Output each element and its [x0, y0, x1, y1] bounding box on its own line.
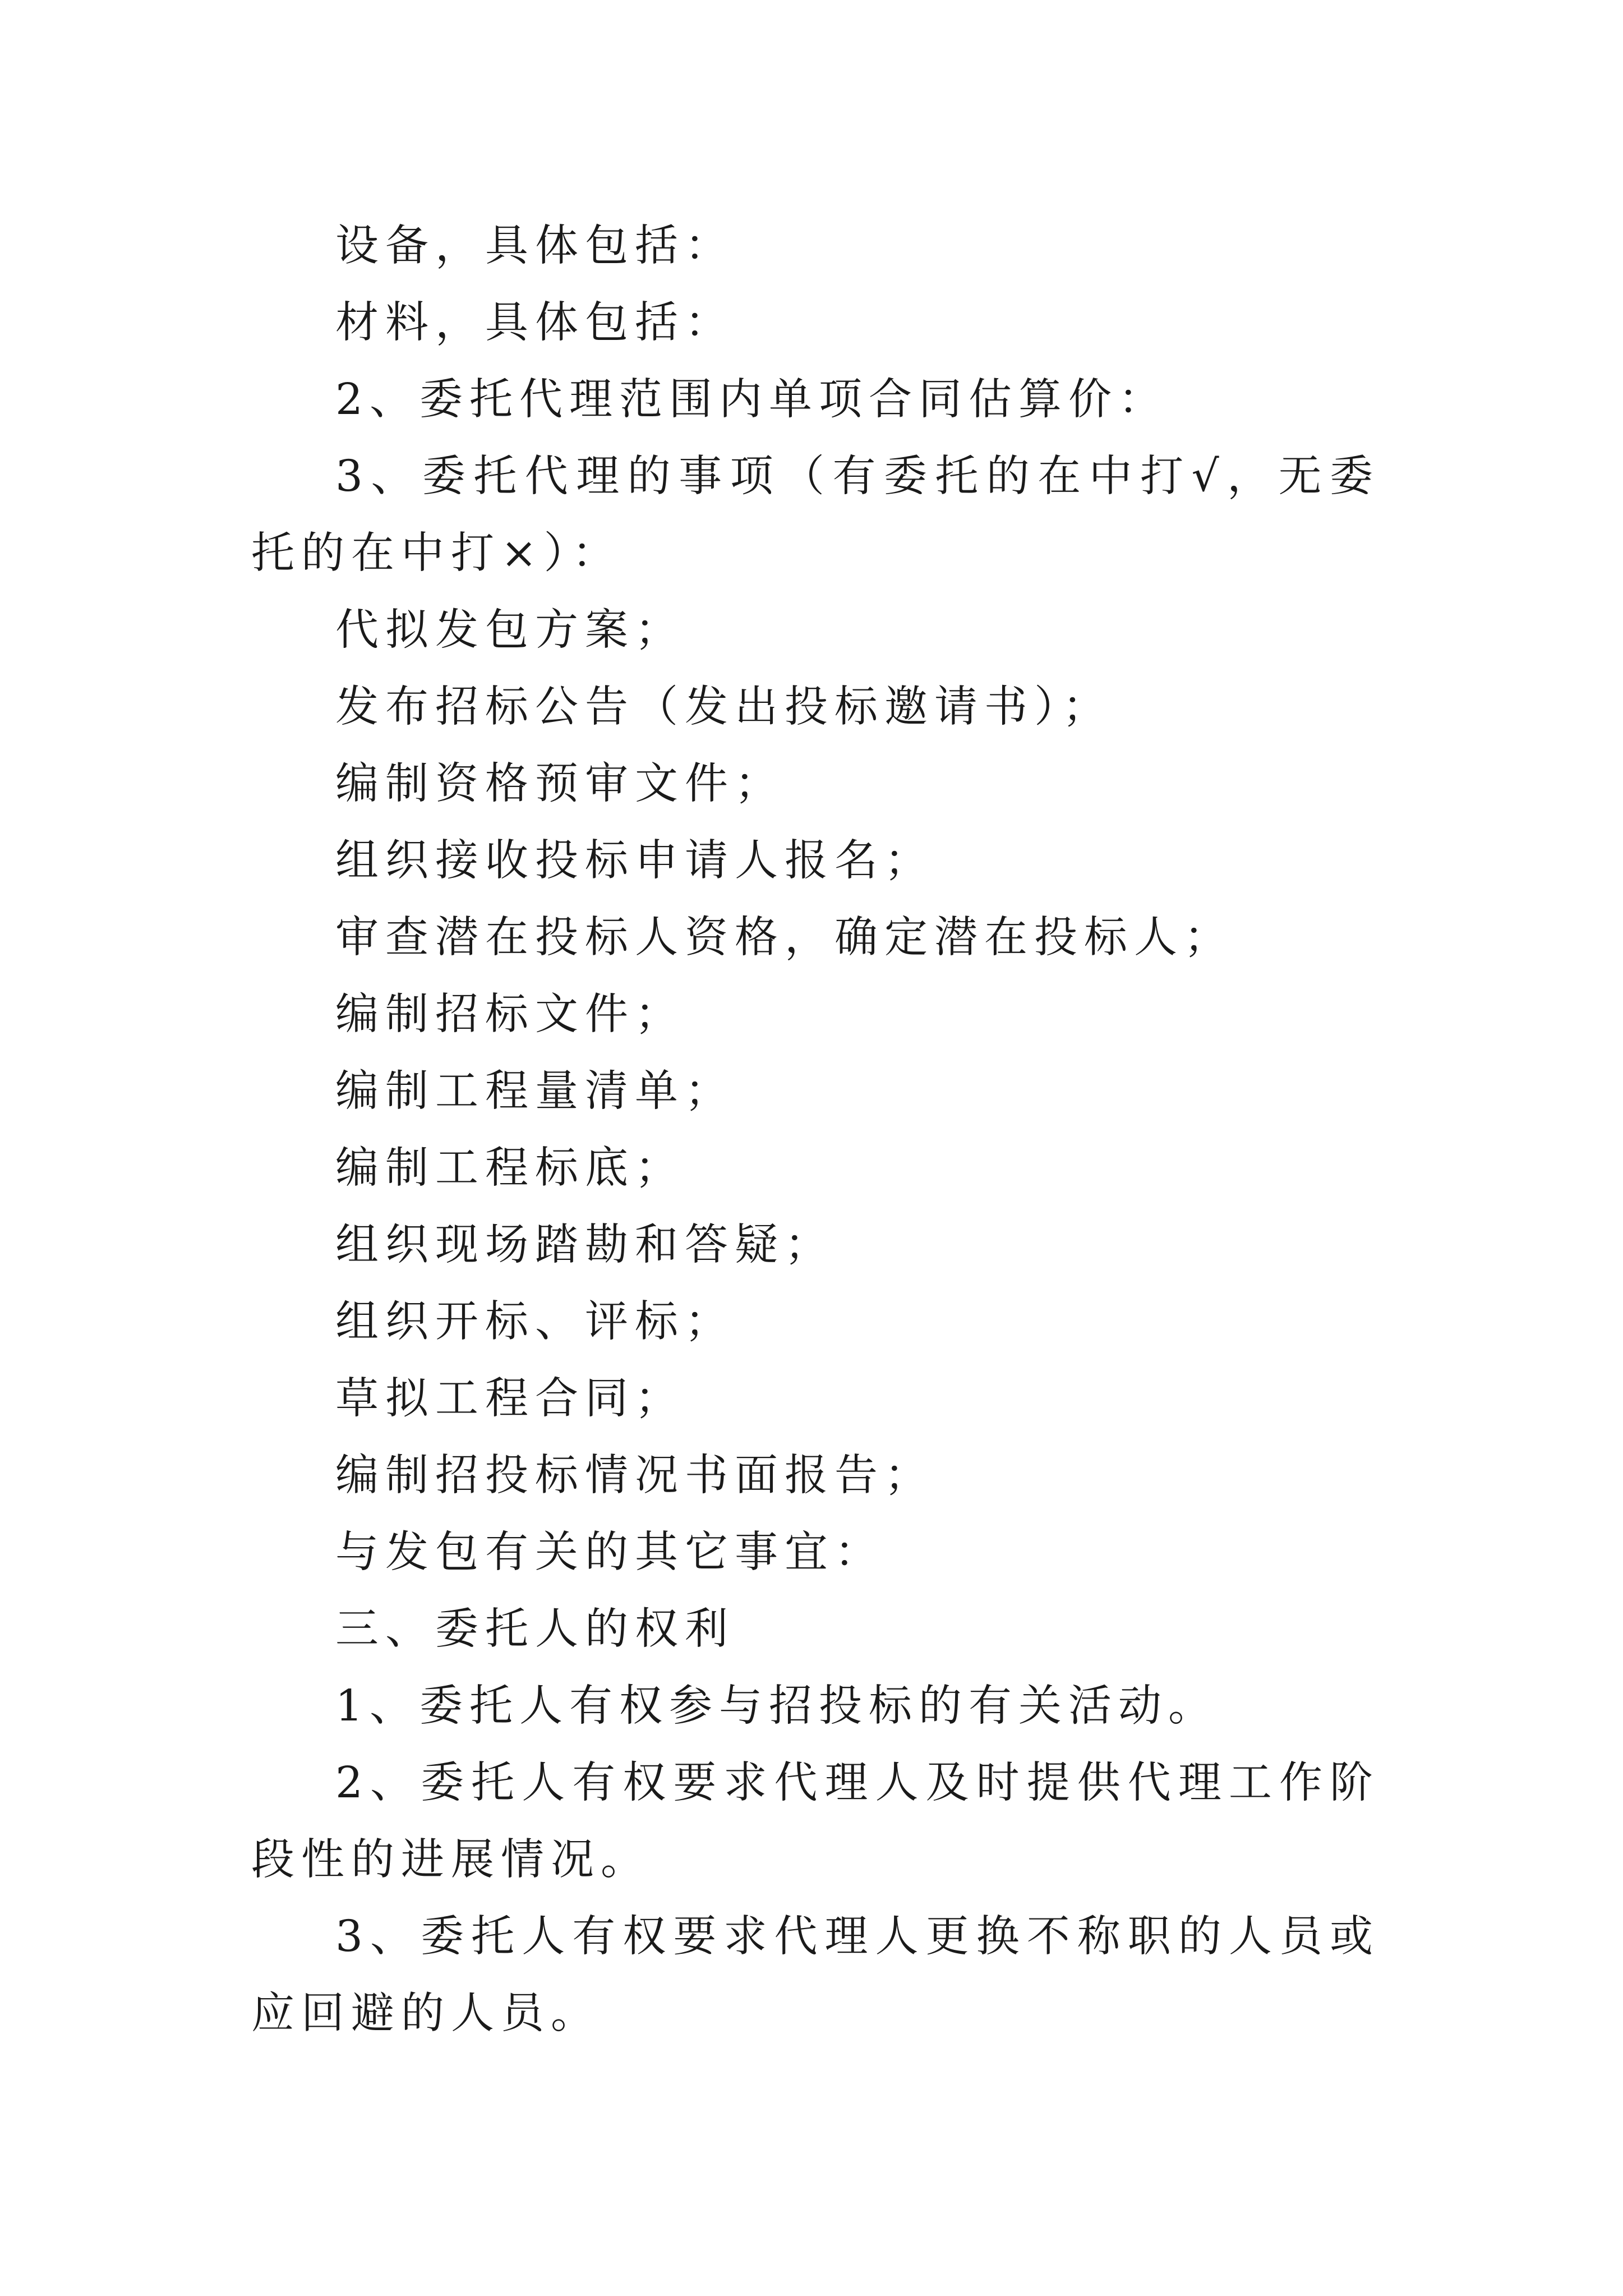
- list-item: 编制工程标底；: [335, 1143, 685, 1193]
- paragraph-contract-estimate: 2、委托代理范围内单项合同估算价：: [335, 375, 1168, 425]
- paragraph-right-1: 1、委托人有权参与招投标的有关活动。: [335, 1681, 1218, 1731]
- list-item: 审查潜在投标人资格，确定潜在投标人；: [335, 913, 1234, 963]
- paragraph-materials: 材料，具体包括：: [335, 298, 735, 348]
- list-item: 组织开标、评标；: [335, 1297, 735, 1347]
- list-item: 组织现场踏勘和答疑；: [335, 1220, 834, 1270]
- paragraph-agency-matters: 3、委托代理的事项（有委托的在中打√，无委托的在中打×）：: [251, 452, 1380, 578]
- list-item: 发布招标公告（发出投标邀请书）；: [335, 682, 1113, 732]
- list-item: 编制工程量清单；: [335, 1066, 735, 1116]
- list-item: 组织接收投标申请人报名；: [335, 836, 934, 886]
- paragraph-equipment: 设备，具体包括：: [335, 221, 735, 271]
- paragraph-right-3: 3、委托人有权要求代理人更换不称职的人员或应回避的人员。: [251, 1912, 1380, 2039]
- list-item: 编制资格预审文件；: [335, 759, 785, 809]
- paragraph-right-2: 2、委托人有权要求代理人及时提供代理工作阶段性的进展情况。: [251, 1758, 1380, 1885]
- list-item: 与发包有关的其它事宜：: [335, 1527, 884, 1577]
- list-item: 代拟发包方案；: [335, 605, 685, 655]
- list-item: 编制招标文件；: [335, 990, 685, 1039]
- section-heading: 三、委托人的权利: [335, 1604, 735, 1654]
- document-body: [251, 208, 1380, 2052]
- list-item: 草拟工程合同；: [335, 1374, 685, 1424]
- list-item: 编制招投标情况书面报告；: [335, 1451, 934, 1501]
